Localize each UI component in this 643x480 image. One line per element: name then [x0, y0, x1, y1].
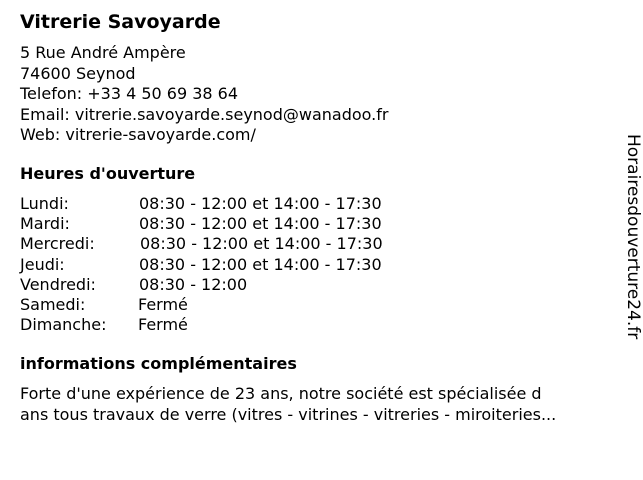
- day-hours: 08:30 - 12:00 et 14:00 - 17:30: [140, 234, 383, 254]
- phone-number: Telefon: +33 4 50 69 38 64: [20, 84, 239, 103]
- day-hours: 08:30 - 12:00 et 14:00 - 17:30: [139, 214, 382, 234]
- day-label: Mardi:: [20, 214, 70, 234]
- opening-hours-heading: Heures d'ouverture: [20, 164, 196, 183]
- business-name: Vitrerie Savoyarde: [20, 11, 221, 33]
- day-label: Mercredi:: [20, 234, 95, 254]
- day-label: Jeudi:: [20, 254, 65, 274]
- street-address: 5 Rue André Ampère: [20, 43, 186, 62]
- day-hours: Fermé: [138, 315, 188, 335]
- day-hours: 08:30 - 12:00 et 14:00 - 17:30: [139, 194, 382, 213]
- day-hours: 08:30 - 12:00: [139, 274, 248, 294]
- description-line: Forte d'une expérience de 23 ans, notre société est spécialisée d: [20, 384, 542, 403]
- business-description: [20, 384, 620, 425]
- email-address: Email: vitrerie.savoyarde.seynod@wanadoo.fr: [20, 104, 389, 124]
- contact-block: [20, 43, 388, 146]
- city-postcode: 74600 Seynod: [20, 63, 136, 83]
- day-hours: Fermé: [138, 294, 188, 314]
- day-label: Dimanche:: [20, 315, 107, 335]
- day-label: Samedi:: [20, 294, 86, 314]
- description-line: ans tous travaux de verre (vitres - vitrines - vitreries - miroiteries...: [20, 404, 557, 424]
- day-hours: 08:30 - 12:00 et 14:00 - 17:30: [139, 254, 382, 274]
- day-label: Vendredi:: [20, 274, 96, 294]
- website: Web: vitrerie-savoyarde.com/: [20, 125, 256, 144]
- site-watermark: [622, 134, 642, 344]
- day-label: Lundi:: [20, 194, 69, 213]
- additional-info-heading: informations complémentaires: [20, 354, 297, 373]
- watermark-text: Horairesdouverture24.fr: [623, 134, 643, 340]
